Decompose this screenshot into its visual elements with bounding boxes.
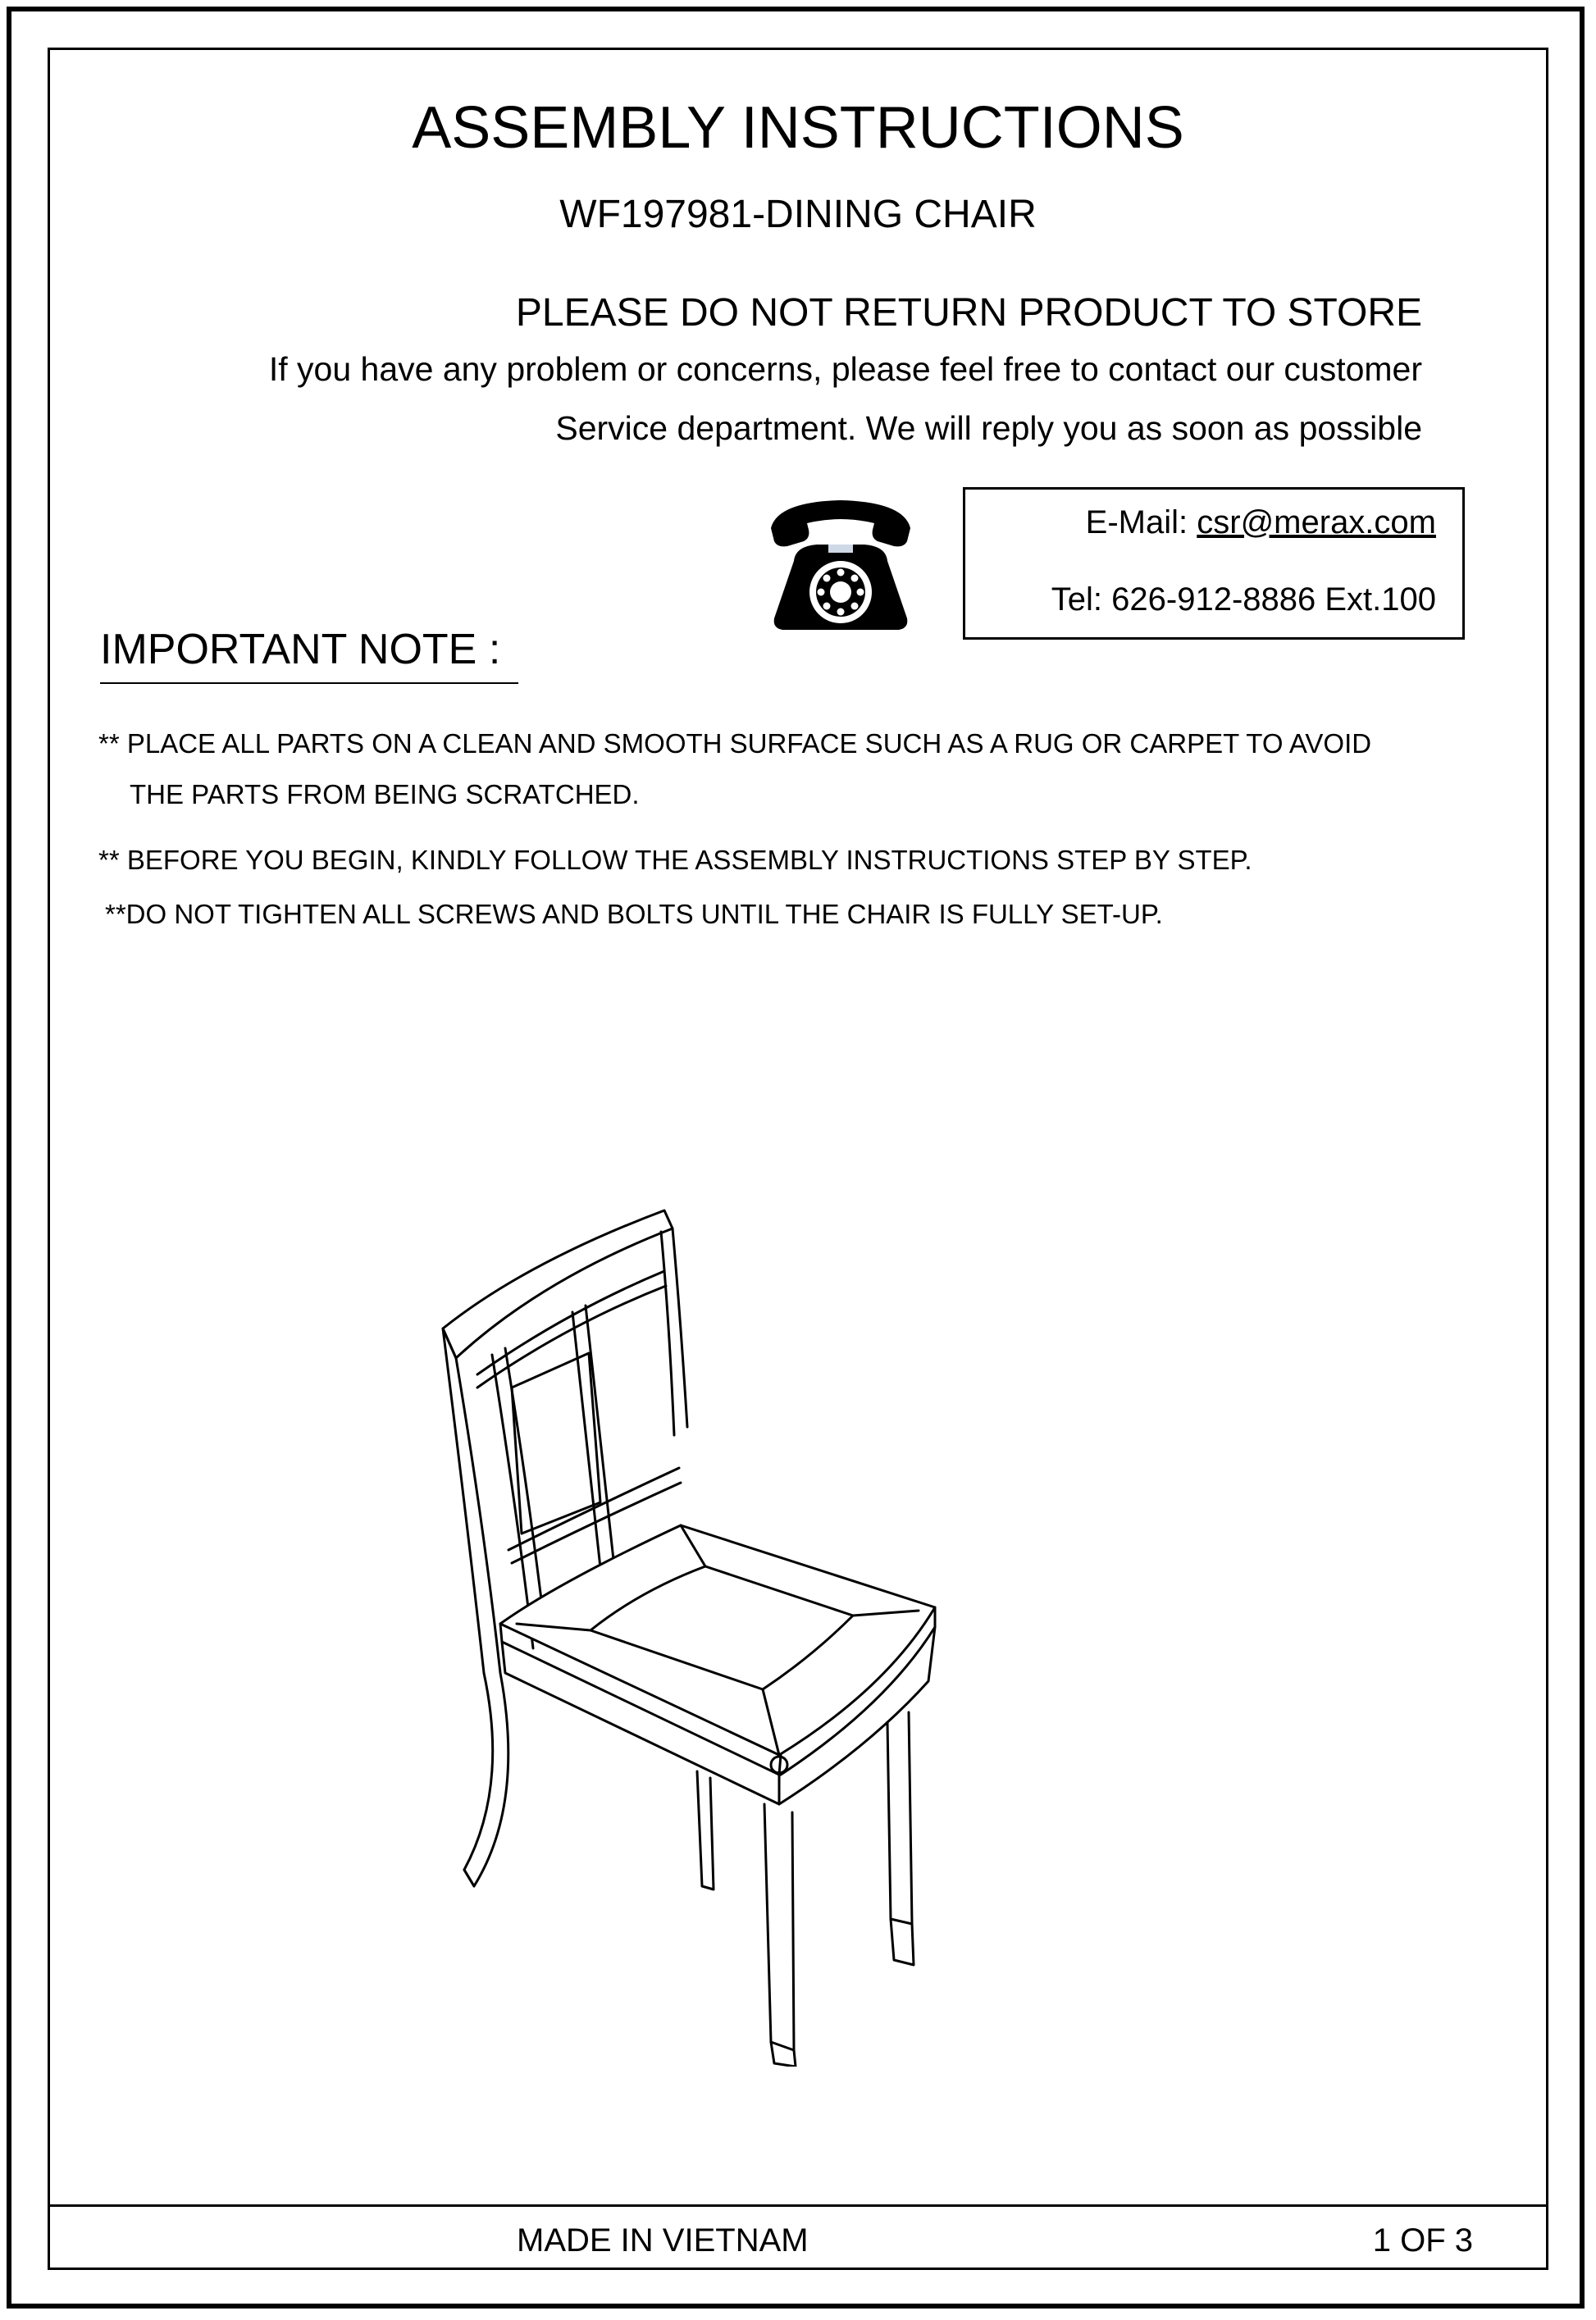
email-label: E-Mail:: [1085, 504, 1197, 540]
product-model: WF197981-DINING CHAIR: [559, 193, 1037, 236]
contact-info-box: [963, 487, 1465, 640]
notice-line-1: If you have any problem or concerns, please feel free to contact our customer: [268, 350, 1422, 388]
page-number: 1 OF 3: [1372, 2222, 1473, 2258]
footer-divider: [48, 2204, 1548, 2207]
notice-line-2: Service department. We will reply you as soon as possible: [555, 409, 1422, 447]
note-line: **DO NOT TIGHTEN ALL SCREWS AND BOLTS UNTIL THE CHAIR IS FULLY SET-UP.: [105, 899, 1163, 929]
email-row: [1086, 506, 1436, 539]
telephone-icon: [763, 495, 919, 636]
note-line: ** PLACE ALL PARTS ON A CLEAN AND SMOOTH SURFACE SUCH AS A RUG OR CARPET TO AVOID: [98, 728, 1372, 759]
important-note-heading: IMPORTANT NOTE :: [100, 626, 501, 673]
document-title: ASSEMBLY INSTRUCTIONS: [412, 95, 1184, 161]
important-note-underline: [100, 682, 518, 684]
return-notice-heading: PLEASE DO NOT RETURN PRODUCT TO STORE: [515, 291, 1422, 335]
origin-label: MADE IN VIETNAM: [517, 2222, 809, 2258]
email-link[interactable]: csr@merax.com: [1197, 504, 1436, 540]
telephone-row: Tel: 626-912-8886 Ext.100: [1051, 581, 1436, 618]
note-line: ** BEFORE YOU BEGIN, KINDLY FOLLOW THE ASSEMBLY INSTRUCTIONS STEP BY STEP.: [98, 845, 1252, 875]
dining-chair-illustration: [426, 1181, 951, 2067]
note-line: THE PARTS FROM BEING SCRATCHED.: [130, 779, 640, 809]
